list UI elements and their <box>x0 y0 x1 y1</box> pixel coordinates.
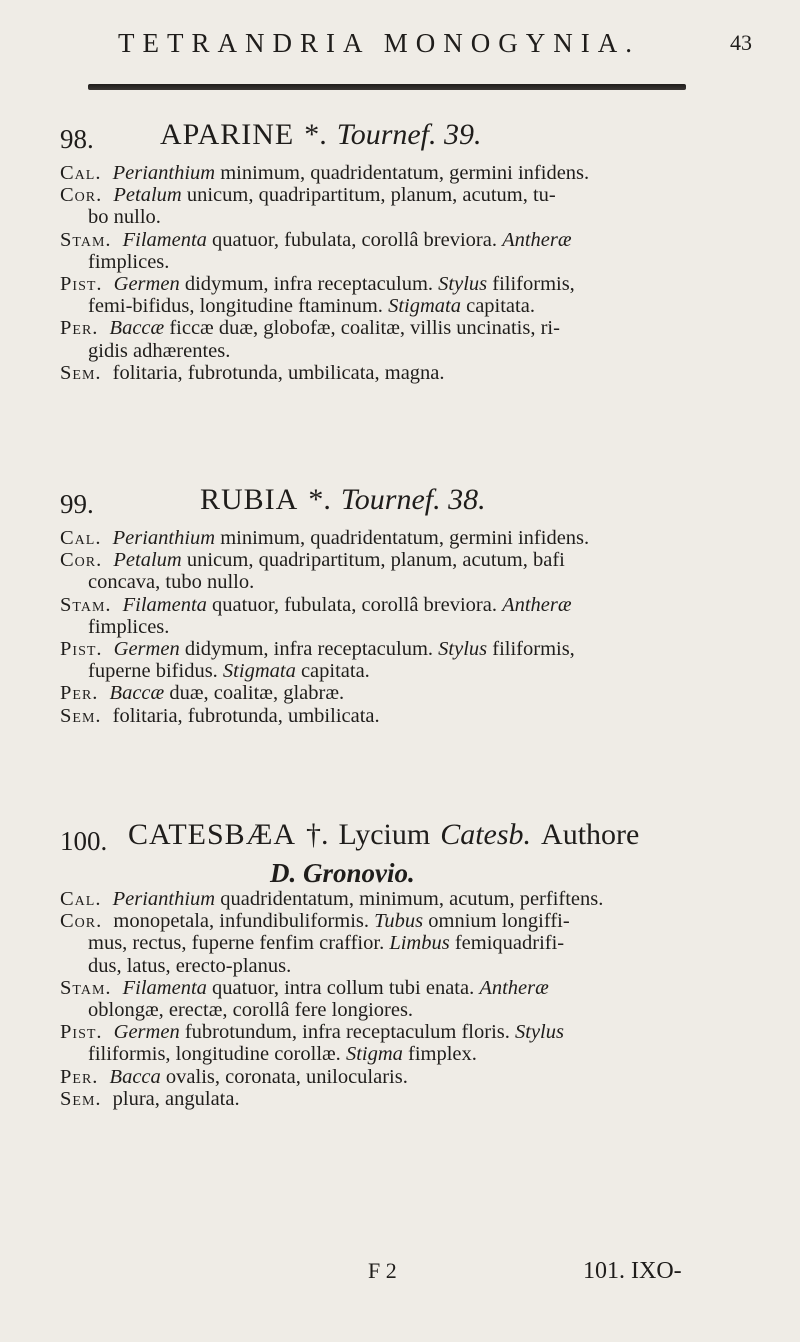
part-term: Bacca <box>109 1065 161 1088</box>
genus-mark: *. <box>308 483 331 516</box>
part-term: Stylus <box>438 273 488 295</box>
part-description: filiformis, <box>492 638 575 660</box>
part-description: quadridentatum, minimum, acutum, perfiftens. <box>220 888 604 910</box>
description-line <box>60 1088 750 1111</box>
description-line <box>60 184 750 207</box>
part-label: Stam. <box>60 228 112 251</box>
description-line <box>60 682 750 705</box>
part-description: bo nullo. <box>88 206 161 229</box>
genus-number: 98. <box>60 124 94 154</box>
description-line <box>60 1066 750 1089</box>
part-label: Per. <box>60 1065 99 1088</box>
part-description: plura, angulata. <box>112 1087 240 1110</box>
catchword: 101. IXO- <box>583 1258 682 1284</box>
part-description: didymum, infra receptaculum. <box>184 273 434 295</box>
part-label: Cor. <box>60 549 103 572</box>
part-label: Cal. <box>60 888 102 910</box>
part-term: Antheræ <box>502 593 572 616</box>
genus-heading <box>128 818 639 852</box>
part-description: minimum, quadridentatum, germini infidens. <box>220 527 590 549</box>
genus-number: 99. <box>60 489 94 519</box>
part-label: Sem. <box>60 1087 102 1110</box>
part-term: Antheræ <box>479 976 549 999</box>
description-line <box>88 999 778 1022</box>
description-line <box>88 295 778 318</box>
description-line <box>60 549 750 572</box>
part-description: fuperne bifidus. <box>88 660 218 683</box>
description-line <box>88 955 778 978</box>
part-term: Stigmata <box>388 295 461 318</box>
header-rule <box>88 84 686 90</box>
part-label: Sem. <box>60 704 102 727</box>
part-description: fimplices. <box>88 250 170 273</box>
description-line <box>60 162 750 185</box>
part-label: Pist. <box>60 638 103 660</box>
part-description: ficcæ duæ, globofæ, coalitæ, villis uncinatis, ri- <box>169 317 560 340</box>
part-description: oblongæ, erectæ, corollâ fere longiores. <box>88 999 414 1021</box>
description-line <box>88 1043 778 1066</box>
part-description: capitata. <box>300 660 370 683</box>
genus-author-note: Authore <box>541 818 640 851</box>
part-description: unicum, quadripartitum, planum, acutum, bafi <box>186 549 565 572</box>
part-description: fubrotundum, infra receptaculum floris. <box>184 1021 510 1044</box>
description-line <box>60 273 750 296</box>
genus-name: RUBIA <box>200 483 299 516</box>
description-line <box>60 910 750 933</box>
part-description: ovalis, coronata, unilocularis. <box>165 1065 408 1088</box>
part-label: Per. <box>60 317 99 340</box>
part-term: Germen <box>113 638 180 660</box>
part-description: didymum, infra receptaculum. <box>184 638 434 660</box>
part-label: Per. <box>60 682 99 705</box>
part-label: Pist. <box>60 1021 103 1044</box>
part-term: Perianthium <box>112 162 216 184</box>
part-label: Sem. <box>60 361 102 384</box>
part-description: quatuor, fubulata, corollâ breviora. <box>212 228 497 251</box>
genus-synonym: Lycium <box>338 818 431 851</box>
part-term: Stylus <box>515 1021 564 1044</box>
description-line <box>88 340 778 363</box>
part-term: Petalum <box>113 184 182 207</box>
page-number: 43 <box>730 30 752 55</box>
genus-number: 100. <box>60 826 108 856</box>
part-description: femiquadrifi- <box>454 932 565 955</box>
part-description: duæ, coalitæ, glabræ. <box>169 682 345 705</box>
part-term: Antheræ <box>502 228 572 251</box>
part-term: Filamenta <box>122 228 207 251</box>
signature-mark: F 2 <box>368 1258 397 1283</box>
part-term: Perianthium <box>112 888 216 910</box>
part-description: quatuor, fubulata, corollâ breviora. <box>212 593 497 616</box>
genus-authority: Catesb. <box>440 818 532 851</box>
genus-heading <box>160 118 482 152</box>
part-description: filiformis, longitudine corollæ. <box>88 1043 341 1066</box>
description-line <box>60 638 750 661</box>
description-line <box>60 977 750 1000</box>
description-line <box>88 251 778 274</box>
part-description: minimum, quadridentatum, germini infidens. <box>220 162 590 184</box>
part-description: gidis adhærentes. <box>88 339 231 362</box>
part-description: concava, tubo nullo. <box>88 571 255 594</box>
part-description: femi-bifidus, longitudine ftaminum. <box>88 295 383 318</box>
description-line <box>60 594 750 617</box>
genus-authority: Tournef. 38. <box>340 483 486 516</box>
description-line <box>88 571 778 594</box>
genus-mark: *. <box>304 118 327 151</box>
part-description: omnium longiffi- <box>428 910 570 933</box>
part-term: Stigma <box>345 1043 403 1066</box>
description-line <box>60 1021 750 1044</box>
description-line <box>88 660 778 683</box>
part-term: Filamenta <box>122 976 207 999</box>
description-line <box>88 616 778 639</box>
part-label: Stam. <box>60 976 112 999</box>
part-term: Baccæ <box>109 317 165 340</box>
part-description: quatuor, intra collum tubi enata. <box>212 976 475 999</box>
part-term: Germen <box>113 273 180 295</box>
part-term: Filamenta <box>122 593 207 616</box>
part-description: unicum, quadripartitum, planum, acutum, tu- <box>186 184 556 207</box>
part-label: Cal. <box>60 527 102 549</box>
description-line <box>60 527 750 550</box>
part-description: folitaria, fubrotunda, umbilicata, magna. <box>112 361 445 384</box>
page-header <box>0 28 800 68</box>
part-description: dus, latus, erecto-planus. <box>88 954 292 977</box>
genus-name: CATESBÆA <box>128 818 297 851</box>
genus-subtitle: D. Gronovio. <box>270 858 415 888</box>
running-title: TETRANDRIA MONOGYNIA. <box>118 28 640 58</box>
part-description: folitaria, fubrotunda, umbilicata. <box>112 704 380 727</box>
part-term: Baccæ <box>109 682 165 705</box>
description-line <box>60 229 750 252</box>
description-line <box>60 317 750 340</box>
part-description: monopetala, infundibuliformis. <box>113 910 370 933</box>
description-line <box>60 705 750 728</box>
part-description: filiformis, <box>492 273 575 295</box>
part-description: capitata. <box>466 295 535 318</box>
genus-name: APARINE <box>160 118 295 151</box>
part-term: Germen <box>113 1021 180 1044</box>
description-line <box>60 362 750 385</box>
part-term: Tubus <box>374 910 424 933</box>
part-label: Cor. <box>60 910 103 933</box>
part-label: Pist. <box>60 273 103 295</box>
description-line <box>88 206 778 229</box>
part-label: Stam. <box>60 593 112 616</box>
part-term: Stylus <box>438 638 488 660</box>
part-description: fimplices. <box>88 615 170 638</box>
genus-mark: †. <box>306 818 329 851</box>
description-line <box>88 932 778 955</box>
description-line <box>60 888 750 911</box>
genus-authority: Tournef. 39. <box>336 118 482 151</box>
part-term: Petalum <box>113 549 182 572</box>
part-term: Limbus <box>389 932 450 955</box>
part-description: mus, rectus, fuperne fenfim craffior. <box>88 932 385 955</box>
part-term: Perianthium <box>112 527 216 549</box>
part-description: fimplex. <box>408 1043 477 1066</box>
part-term: Stigmata <box>222 660 296 683</box>
genus-heading <box>200 483 486 517</box>
part-label: Cal. <box>60 162 102 184</box>
part-label: Cor. <box>60 184 103 207</box>
